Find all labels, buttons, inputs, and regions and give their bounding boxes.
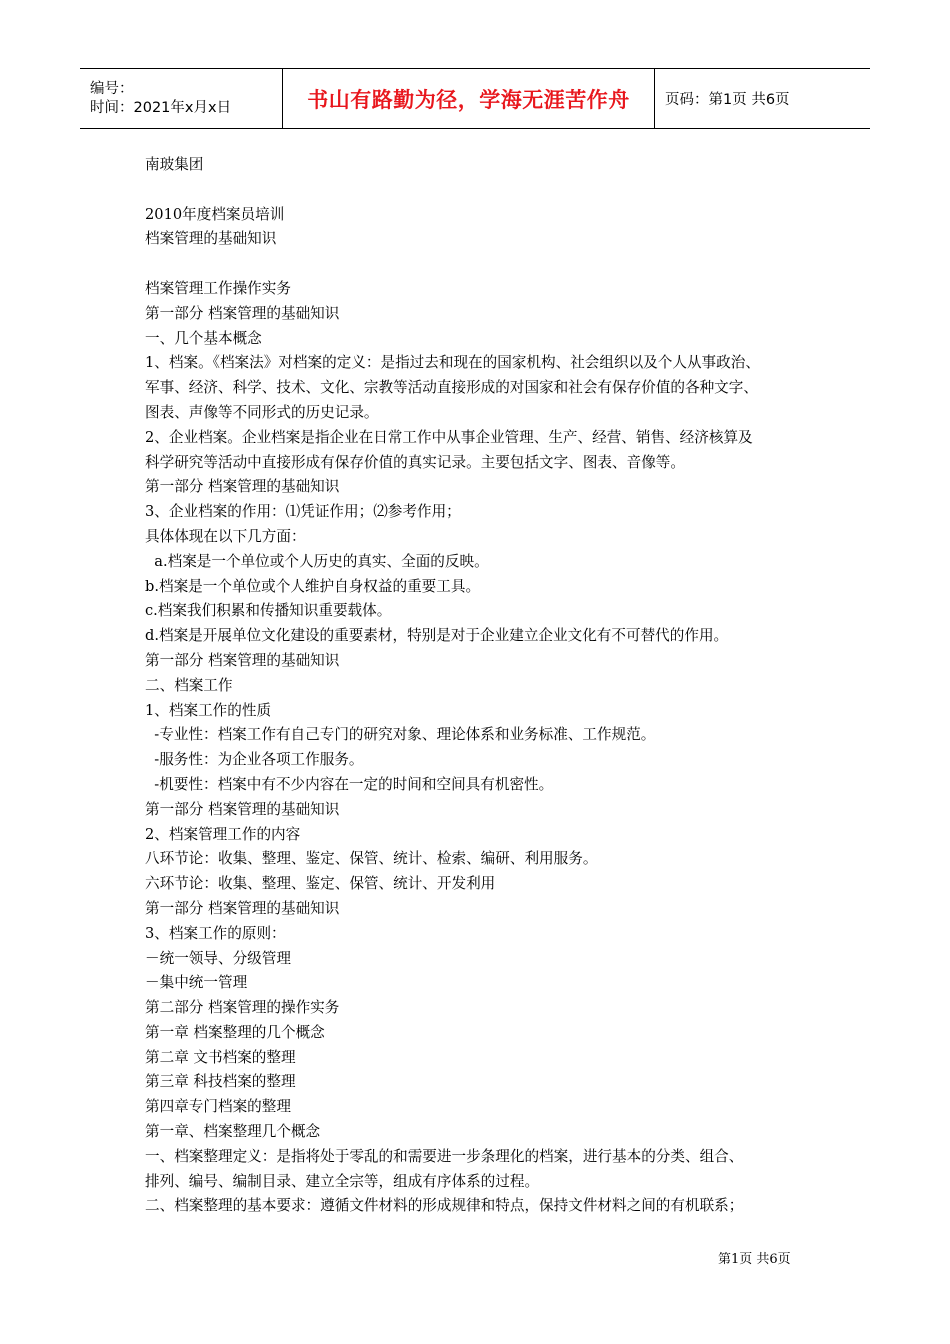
body-line: 第一部分 档案管理的基础知识 — [145, 899, 340, 917]
body-line: 1、档案工作的性质 — [145, 701, 272, 719]
body-line: 科学研究等活动中直接形成有保存价值的真实记录。主要包括文字、图表、音像等。 — [145, 453, 685, 471]
document-body — [145, 153, 825, 1219]
body-line: 第一部分 档案管理的基础知识 — [145, 478, 340, 496]
body-line: 二、档案整理的基本要求：遵循文件材料的形成规律和特点，保持文件材料之间的有机联系； — [145, 1197, 744, 1215]
body-line: 军事、经济、科学、技术、文化、宗教等活动直接形成的对国家和社会有保存价值的各种文字、 — [145, 379, 758, 397]
body-line: 第一章 档案整理的几个概念 — [145, 1023, 325, 1041]
body-line: 具体体现在以下几方面： — [145, 527, 306, 545]
body-line: 南玻集团 — [145, 156, 204, 173]
serial-number-label: 编号： — [90, 80, 134, 97]
body-line: 一、几个基本概念 — [145, 329, 262, 347]
body-line: 2010年度档案员培训 — [145, 205, 285, 223]
body-line: d.档案是开展单位文化建设的重要素材，特别是对于企业建立企业文化有不可替代的作用。 — [145, 627, 729, 645]
body-line: 3、档案工作的原则： — [145, 924, 286, 942]
body-line: 档案管理的基础知识 — [145, 230, 277, 248]
header-motto-cell — [282, 69, 655, 128]
body-line: 3、企业档案的作用：⑴凭证作用；⑵参考作用； — [145, 503, 461, 521]
body-line — [145, 178, 825, 203]
body-line: 1、档案。《档案法》对档案的定义：是指过去和现在的国家机构、社会组织以及个人从事政治、 — [145, 354, 760, 372]
page-header — [80, 68, 870, 129]
footer-page-number: 第1页 共6页 — [718, 1252, 791, 1267]
body-line: 2、企业档案。企业档案是指企业在日常工作中从事企业管理、生产、经营、销售、经济核算及 — [145, 428, 753, 446]
body-line: 第二章 文书档案的整理 — [145, 1048, 296, 1066]
body-line: 档案管理工作操作实务 — [145, 279, 291, 297]
header-page-number: 页码：第1页 共6页 — [665, 92, 790, 108]
body-line: b.档案是一个单位或个人维护自身权益的重要工具。 — [145, 577, 481, 595]
body-line: 排列、编号、编制目录、建立全宗等，组成有序体系的过程。 — [145, 1172, 540, 1190]
body-line: －集中统一管理 — [145, 974, 248, 992]
body-line: 第三章 科技档案的整理 — [145, 1073, 296, 1091]
header-page-cell — [655, 69, 870, 128]
body-line: 第一部分 档案管理的基础知识 — [145, 651, 340, 669]
body-line: －统一领导、分级管理 — [145, 949, 291, 967]
body-line: 第一章、档案整理几个概念 — [145, 1123, 321, 1141]
body-line: -专业性：档案工作有自己专门的研究对象、理论体系和业务标准、工作规范。 — [145, 726, 656, 744]
body-line — [145, 252, 825, 277]
body-line: c.档案我们积累和传播知识重要载体。 — [145, 602, 392, 620]
body-line: -服务性：为企业各项工作服务。 — [145, 751, 364, 769]
body-line: 二、档案工作 — [145, 676, 233, 694]
body-line: 一、档案整理定义：是指将处于零乱的和需要进一步条理化的档案，进行基本的分类、组合、 — [145, 1147, 744, 1165]
body-line: 第四章专门档案的整理 — [145, 1098, 291, 1116]
body-line: 八环节论：收集、整理、鉴定、保管、统计、检索、编研、利用服务。 — [145, 850, 598, 868]
body-line: 六环节论：收集、整理、鉴定、保管、统计、开发利用 — [145, 875, 496, 893]
body-line: -机要性：档案中有不少内容在一定的时间和空间具有机密性。 — [145, 775, 554, 793]
body-line: 第一部分 档案管理的基础知识 — [145, 304, 340, 322]
body-line: 图表、声像等不同形式的历史记录。 — [145, 403, 379, 421]
header-meta — [80, 69, 282, 128]
body-line: 第一部分 档案管理的基础知识 — [145, 800, 340, 818]
body-line: 第二部分 档案管理的操作实务 — [145, 999, 340, 1017]
body-line: 2、档案管理工作的内容 — [145, 825, 301, 843]
body-line: a.档案是一个单位或个人历史的真实、全面的反映。 — [145, 552, 489, 570]
motto-text: 书山有路勤为径，学海无涯苦作舟 — [307, 87, 630, 112]
date-line: 时间：2021年x月x日 — [90, 99, 232, 116]
